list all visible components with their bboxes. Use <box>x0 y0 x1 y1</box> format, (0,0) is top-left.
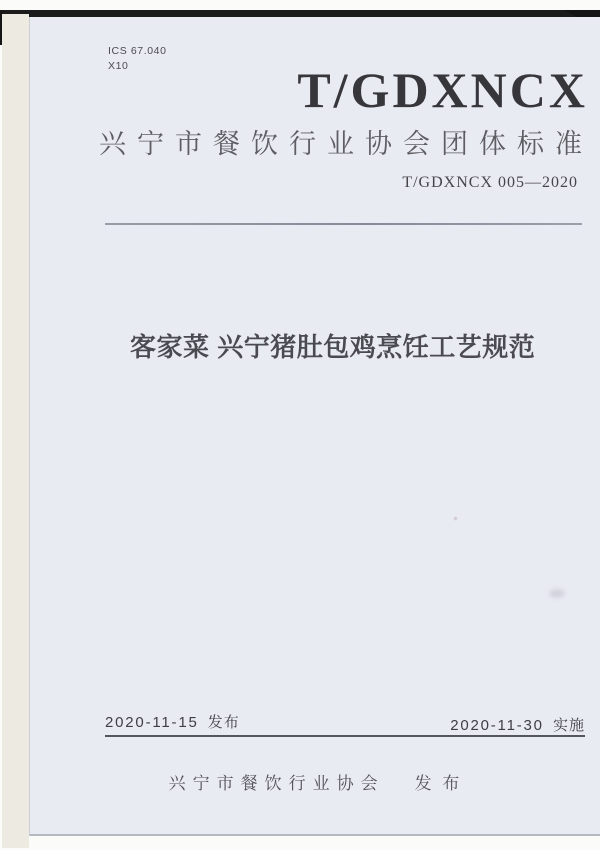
dates-rule-row <box>105 708 585 737</box>
scan-top-shadow-band <box>0 10 600 17</box>
issue-label: 发布 <box>207 714 240 731</box>
association-standard-heading: 兴宁市餐饮行业协会团体标准 <box>99 129 593 159</box>
header-rule-line <box>105 223 582 225</box>
ics-code: ICS 67.040 <box>108 45 167 57</box>
implement-date-cell <box>450 714 585 738</box>
ics-classification-block <box>108 44 167 74</box>
standard-number: T/GDXNCX 005—2020 <box>402 174 578 191</box>
publisher-name: 兴宁市餐饮行业协会 <box>168 774 385 793</box>
doc-class-code: X10 <box>108 60 129 72</box>
standard-org-code-title: T/GDXNCX <box>297 62 588 118</box>
cover-page-content <box>30 17 600 834</box>
issue-date-cell <box>105 711 240 735</box>
issue-date: 2020-11-15 <box>105 714 199 731</box>
implement-label: 实施 <box>552 717 585 734</box>
publish-action-label: 发 布 <box>414 774 463 793</box>
publisher-row <box>30 769 600 794</box>
document-main-title: 客家菜 兴宁猪肚包鸡烹饪工艺规范 <box>130 332 536 362</box>
cover-page <box>29 17 600 836</box>
implement-date: 2020-11-30 <box>450 717 544 734</box>
scan-smudge <box>549 589 565 598</box>
underlying-page-edge <box>2 14 29 848</box>
scan-speck <box>454 517 457 520</box>
